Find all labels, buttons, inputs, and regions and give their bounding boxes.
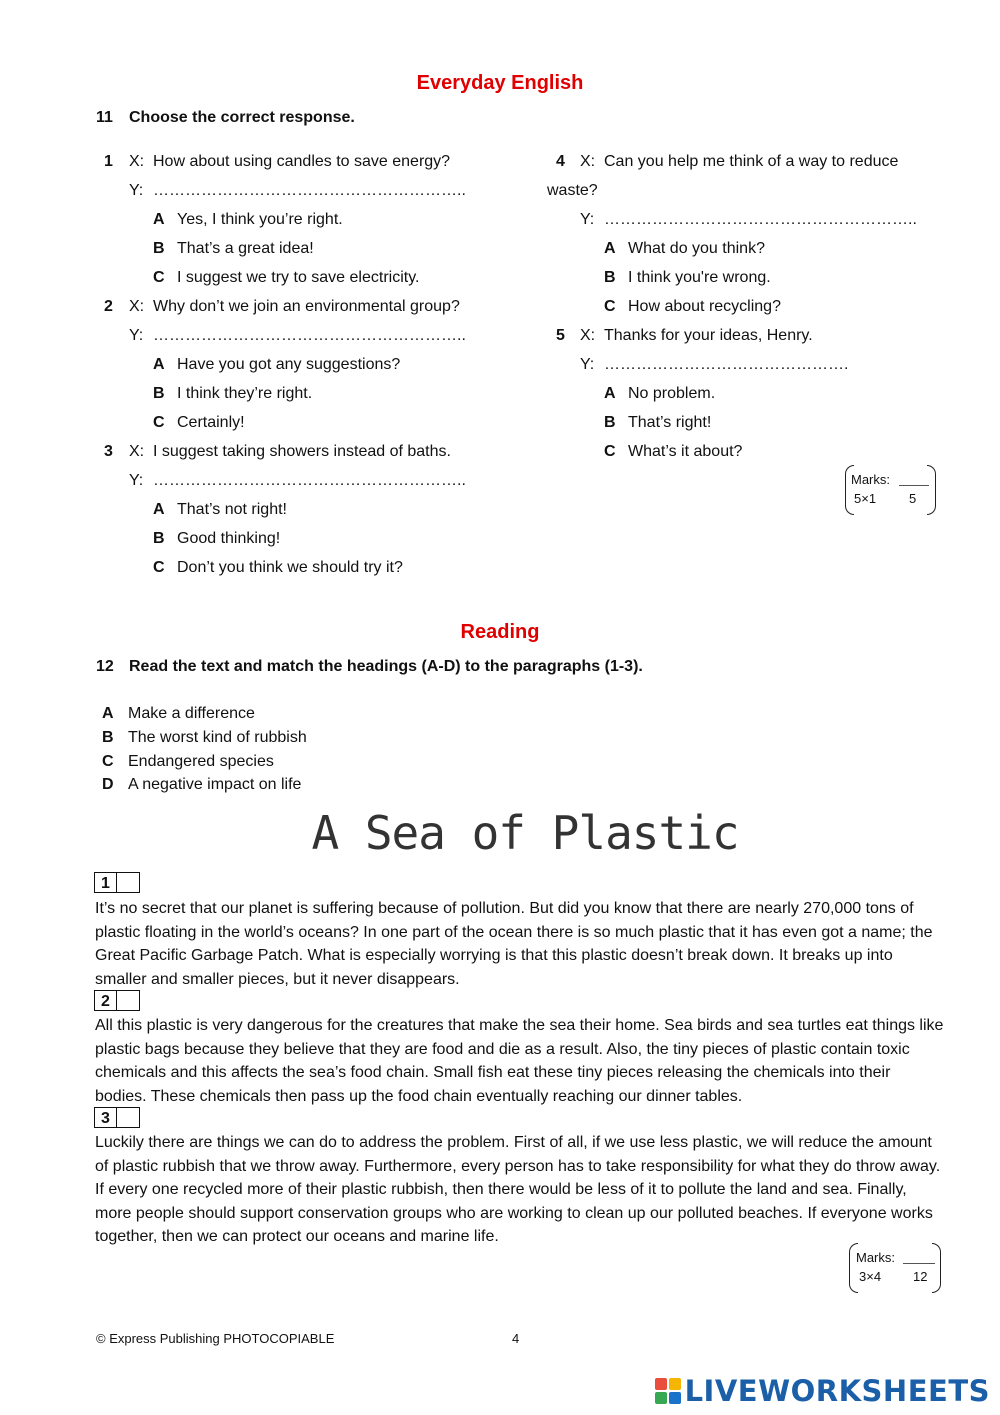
marks-label: Marks: [851, 472, 890, 487]
answer-blank[interactable]: ………………………………………………….. [604, 211, 917, 228]
heading-a: A Make a difference [102, 705, 255, 722]
marks-blank[interactable] [899, 485, 929, 486]
speaker-x: X: [129, 153, 145, 170]
option-a[interactable]: A No problem. [604, 385, 716, 402]
marks-label: Marks: [856, 1250, 895, 1265]
speaker-y: Y: [129, 472, 144, 489]
speaker-y: Y: [129, 182, 144, 199]
logo-grid-icon [655, 1378, 681, 1404]
paragraph-1-text: It’s no secret that our planet is suffering because of pollution. But did you know that there are nearly 270,000 tons of plastic floating in the world’s oceans? In one part of the ocean there is so much plastic that it has even got a name; the Great Pacific Garbage Patch. What is especially worrying is that this plastic doesn’t break down. It breaks up into smaller and smaller pieces, but it never disappears. [95, 900, 933, 988]
option-c[interactable]: C What’s it about? [604, 443, 743, 460]
answer-blank[interactable]: ………………………………………………….. [153, 327, 466, 344]
option-c[interactable]: C I suggest we try to save electricity. [153, 269, 420, 286]
option-a[interactable]: A Yes, I think you’re right. [153, 211, 343, 228]
option-b[interactable]: B I think you're wrong. [604, 269, 771, 286]
paragraph-number: 2 [94, 990, 117, 1011]
paragraph-2-text: All this plastic is very dangerous for the creatures that make the sea their home. Sea birds and sea turtles eat things like plastic bags because they believe that they are food and die as a result. Also, the tiny pieces of plastic contain toxic chemicals and this affects the sea’s food chain. Small fish eat these tiny pieces releasing the chemicals into their bodies. These chemicals then pass up the food chain eventually reaching our dinner tables. [95, 1017, 944, 1105]
option-c[interactable]: C Certainly! [153, 414, 245, 431]
speaker-y: Y: [580, 356, 595, 373]
paragraph-2-answer-box [94, 990, 140, 1012]
task-text: Choose the correct response. [129, 109, 355, 126]
story-title: A Sea of Plastic [311, 806, 739, 860]
page-number: 4 [512, 1331, 520, 1346]
question-number: 2 [104, 298, 113, 315]
option-b[interactable]: B Good thinking! [153, 530, 281, 547]
option-b[interactable]: B I think they’re right. [153, 385, 313, 402]
question-prompt: I suggest taking showers instead of baths. [153, 443, 451, 460]
option-c[interactable]: C Don’t you think we should try it? [153, 559, 403, 576]
question-prompt: Can you help me think of a way to reduce [604, 153, 899, 170]
option-b[interactable]: B That’s a great idea! [153, 240, 314, 257]
speaker-y: Y: [129, 327, 144, 344]
copyright-notice: © Express Publishing PHOTOCOPIABLE [96, 1331, 335, 1346]
task-number: 12 [96, 658, 114, 675]
task-11-instruction [96, 109, 355, 127]
paragraph-answer-input[interactable] [117, 1107, 140, 1128]
paragraph-answer-input[interactable] [117, 990, 140, 1011]
marks-box-section-12 [849, 1243, 941, 1293]
answer-blank[interactable]: ………………………………………………….. [153, 182, 466, 199]
marks-total: 5 [909, 491, 917, 506]
marks-total: 12 [913, 1269, 928, 1284]
speaker-x: X: [580, 153, 596, 170]
heading-b: B The worst kind of rubbish [102, 729, 307, 746]
question-number: 3 [104, 443, 113, 460]
speaker-y: Y: [580, 211, 595, 228]
question-prompt: Thanks for your ideas, Henry. [604, 327, 813, 344]
section-title-reading: Reading [460, 621, 540, 643]
question-number: 1 [104, 153, 113, 170]
paragraph-3-answer-box [94, 1107, 140, 1129]
option-a[interactable]: A What do you think? [604, 240, 765, 257]
option-a[interactable]: A Have you got any suggestions? [153, 356, 401, 373]
speaker-x: X: [129, 298, 145, 315]
option-c[interactable]: C How about recycling? [604, 298, 781, 315]
question-prompt: How about using candles to save energy? [153, 153, 451, 170]
paragraph-3-text: Luckily there are things we can do to address the problem. First of all, if we use less plastic, we will reduce the amount of plastic rubbish that we throw away. Furthermore, every person has to take responsibility for what they do throw away. If every one recycled more of their plastic rubbish, then there would be less of it to pollute the land and sea. Finally, more people should support conservation groups who are working to clean up our polluted beaches. If everyone works together, then we can protect our oceans and marine life. [95, 1134, 941, 1245]
task-text: Read the text and match the headings (A-D) to the paragraphs (1-3). [129, 658, 643, 675]
marks-formula: 5×1 [854, 491, 877, 506]
brand-name: LIVEWORKSHEETS [684, 1374, 990, 1408]
question-number: 5 [556, 327, 565, 344]
paragraph-number: 1 [94, 872, 117, 893]
option-b[interactable]: B That’s right! [604, 414, 712, 431]
question-prompt-continued: waste? [547, 182, 598, 199]
paragraph-number: 3 [94, 1107, 117, 1128]
liveworksheets-logo[interactable] [655, 1375, 990, 1407]
marks-box-section-11 [845, 465, 936, 515]
answer-blank[interactable]: ………………………………………. [604, 356, 849, 373]
answer-blank[interactable]: ………………………………………………….. [153, 472, 466, 489]
heading-d: D A negative impact on life [102, 776, 302, 793]
section-title-everyday-english: Everyday English [416, 72, 584, 94]
heading-c: C Endangered species [102, 753, 274, 770]
question-number: 4 [556, 153, 565, 170]
option-a[interactable]: A That’s not right! [153, 501, 287, 518]
speaker-x: X: [129, 443, 145, 460]
question-prompt: Why don’t we join an environmental group? [153, 298, 460, 315]
speaker-x: X: [580, 327, 596, 344]
marks-formula: 3×4 [859, 1269, 882, 1284]
task-number: 11 [96, 109, 113, 126]
paragraph-answer-input[interactable] [117, 872, 140, 893]
marks-blank[interactable] [903, 1263, 935, 1264]
paragraph-1-answer-box [94, 872, 140, 894]
task-12-instruction [96, 658, 643, 676]
